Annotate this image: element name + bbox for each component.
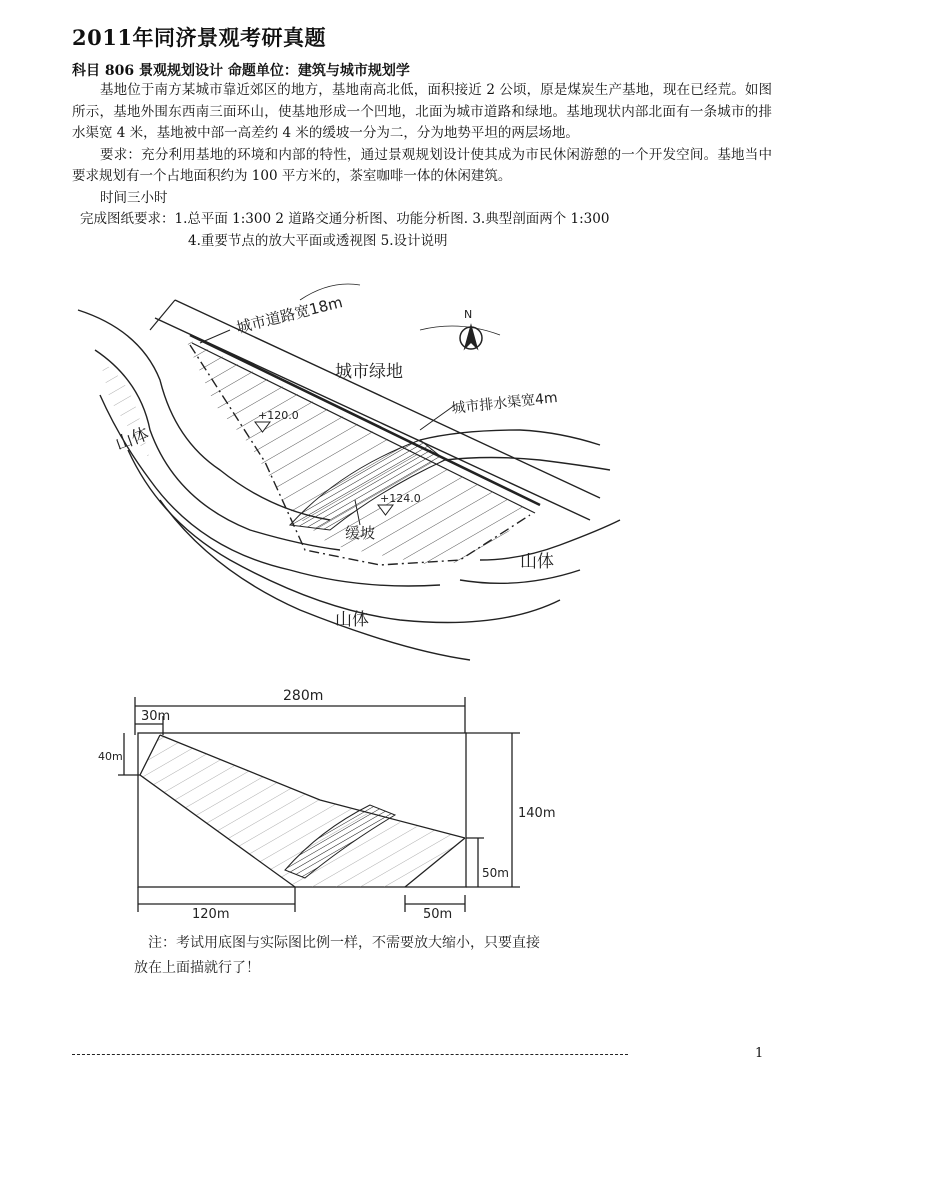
- dimension-plan: [118, 697, 520, 912]
- north-label: N: [464, 308, 473, 321]
- dim-height-right: 50m: [482, 866, 509, 880]
- time-limit: 时间三小时: [100, 189, 168, 206]
- subject-line: 科目 806 景观规划设计 命题单位：建筑与城市规划学: [72, 63, 410, 79]
- road-label: 城市道路宽18m: [234, 293, 345, 337]
- dim-width-total: 280m: [283, 688, 324, 704]
- design-requirements: 要求：充分利用基地的环境和内部的特性，通过景观规划设计使其成为市民休闲游憩的一个开发空间。基地当中要求规划有一个占地面积约为 100 平方米的，茶室咖啡一体的休闲建筑。: [72, 146, 772, 184]
- page-title: 2011年同济景观考研真题: [72, 25, 326, 50]
- mountain-label-south: 山体: [335, 610, 369, 630]
- slope-label: 缓坡: [345, 524, 376, 542]
- drawing-requirements-2: 4.重要节点的放大平面或透视图 5.设计说明: [188, 232, 448, 249]
- dim-width-left: 30m: [141, 709, 171, 724]
- elevation-low: +120.0: [258, 409, 299, 422]
- dim-bottom-left: 120m: [192, 907, 230, 922]
- dim-height-total: 140m: [518, 806, 556, 821]
- site-description: 基地位于南方某城市靠近郊区的地方，基地南高北低，面积接近 2 公顷，原是煤炭生产基地，现在已经荒。如图所示，基地外围东西南三面环山，使基地形成一个凹地，北面为城市道路和绿地。基地现状内部北面有一条城市的排水渠宽 4 米，基地被中部一高差约 4 米的缓坡一分为二，分为地势平坦的两层场地。: [72, 82, 772, 141]
- drainage-channel-label: 城市排水渠宽4m: [450, 389, 559, 417]
- mountain-label-west: 山体: [112, 424, 152, 455]
- city-greenery-label: 城市绿地: [335, 362, 403, 382]
- plan-note-1: 注：考试用底图与实际图比例一样，不需要放大缩小，只要直接: [148, 935, 540, 951]
- plan-note-2: 放在上面描就行了！: [134, 960, 260, 976]
- mountain-label-east: 山体: [520, 552, 554, 572]
- drawing-requirements-1: 完成图纸要求：1.总平面 1:300 2 道路交通分析图、功能分析图. 3.典型剖面两个 1:300: [80, 211, 610, 227]
- site-sketch: [78, 284, 620, 660]
- dim-bottom-right: 50m: [423, 907, 453, 922]
- footer-divider: [72, 1054, 628, 1055]
- page-number: 1: [755, 1046, 764, 1061]
- elevation-high: +124.0: [380, 492, 421, 505]
- dim-height-left: 40m: [98, 750, 123, 763]
- north-arrow-icon: [460, 326, 482, 349]
